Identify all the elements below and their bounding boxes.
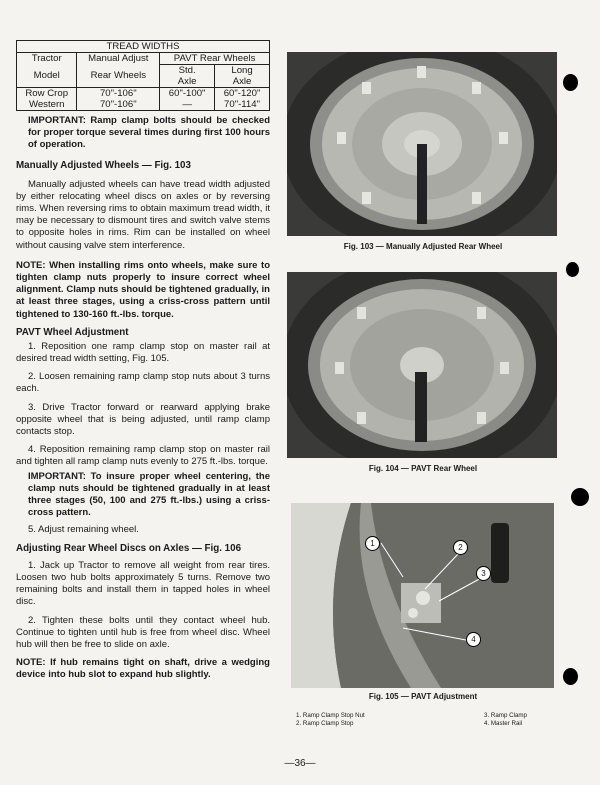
pavt-rear-wheel-image [287, 272, 557, 458]
heading-manual-wheels: Manually Adjusted Wheels — Fig. 103 [16, 159, 191, 171]
binder-hole [566, 262, 579, 277]
important-note-2: IMPORTANT: To insure proper wheel centering, the clamp nuts should be tightened gradually in at least three stages (50, 100 and 275 ft.-lbs.) using a criss-cross pattern. [28, 470, 270, 519]
pavt-step-3: 3. Drive Tractor forward or rearward applying brake opposite wheel that is being adjusted, until ramp clamp contacts stop. [16, 401, 270, 438]
pavt-adjustment-image [291, 503, 554, 688]
tread-widths-table [16, 40, 270, 111]
col-group-pavt: PAVT Rear Wheels [160, 53, 270, 65]
important-note-1: IMPORTANT: Ramp clamp bolts should be checked for proper torque several times during first 100 hours of operation. [28, 115, 270, 151]
callout-4: 4 [466, 632, 481, 647]
col-std: Std. Axle [160, 65, 215, 88]
binder-hole [563, 74, 578, 91]
col-tractor-l1: Tractor [17, 53, 77, 65]
col-tractor-l2: Model [17, 65, 77, 88]
disc-step-1: 1. Jack up Tractor to remove all weight from rear tires. Loosen two hub bolts approximately 5 turns. Remove two remaining bolts and install them in tapped holes in wheel disc. [16, 559, 270, 608]
col-manual-l1: Manual Adjust [77, 53, 160, 65]
fig-105-caption: Fig. 105 — PAVT Adjustment [368, 692, 478, 701]
callout-1: 1 [365, 536, 380, 551]
legend-right [484, 712, 527, 728]
legend-item-3: 3. Ramp Clamp [484, 712, 527, 719]
pavt-step-2: 2. Loosen remaining ramp clamp stop nuts about 3 turns each. [16, 371, 270, 395]
paragraph-manual-wheels: Manually adjusted wheels can have tread width adjusted by either relocating wheel discs on axles or by reversing rims. When reversing rims to obtain maximum tread width, it may be necessary to dismount tires and switch valve stems to opposite holes in rims. Rim can be installed on wheel without causing valve stem interference. [16, 178, 270, 251]
fig-104-photo [287, 272, 557, 458]
fig-103-photo [287, 52, 557, 236]
pavt-step-4: 4. Reposition remaining ramp clamp stop on master rail and tighten all ramp clamp nuts evenly to 275 ft.-lbs. torque. [16, 444, 270, 468]
fig-104-caption: Fig. 104 — PAVT Rear Wheel [368, 464, 478, 473]
col-long: Long Axle [215, 65, 270, 88]
fig-105-photo [291, 503, 554, 688]
fig-103-caption: Fig. 103 — Manually Adjusted Rear Wheel [343, 242, 503, 251]
table-row: Western 70"-106" — 70"-114" [17, 99, 270, 111]
heading-wheel-discs: Adjusting Rear Wheel Discs on Axles — Fig. 106 [16, 542, 242, 554]
legend-left [296, 712, 365, 728]
page-number: —36— [284, 758, 316, 769]
legend-item-1: 1. Ramp Clamp Stop Nut [296, 712, 365, 719]
manual-rear-wheel-image [287, 52, 557, 236]
disc-step-2: 2. Tighten these bolts until they contact wheel hub. Continue to tighten until hub is free from wheel disc. Wheel hub will then be free to slide on axle. [16, 614, 270, 650]
legend-item-2: 2. Ramp Clamp Stop [296, 720, 354, 727]
left-column [16, 40, 270, 682]
heading-pavt-adjustment: PAVT Wheel Adjustment [16, 326, 129, 338]
pavt-step-1: 1. Reposition one ramp clamp stop on master rail at desired tread width setting, Fig. 105. [16, 340, 270, 365]
legend-item-4: 4. Master Rail [484, 720, 523, 727]
binder-hole [563, 668, 578, 685]
col-manual-l2: Rear Wheels [77, 65, 160, 88]
pavt-step-5: 5. Adjust remaining wheel. [28, 524, 139, 536]
table-row: Row Crop 70"-106" 60"-100" 60"-120" [17, 88, 270, 100]
note-hub: NOTE: If hub remains tight on shaft, drive a wedging device into hub slot to expand hub slightly. [16, 657, 270, 681]
table-title: TREAD WIDTHS [17, 41, 270, 53]
note-rims: NOTE: When installing rims onto wheels, make sure to tighten clamp nuts properly to insure correct wheel alignment. Clamp nuts should be tightened gradually, in at least three stages, using a criss-cross pattern until tightened to 130-160 ft.-lbs. torque. [16, 259, 270, 320]
binder-hole [571, 488, 589, 506]
callout-3: 3 [476, 566, 491, 581]
callout-2: 2 [453, 540, 468, 555]
